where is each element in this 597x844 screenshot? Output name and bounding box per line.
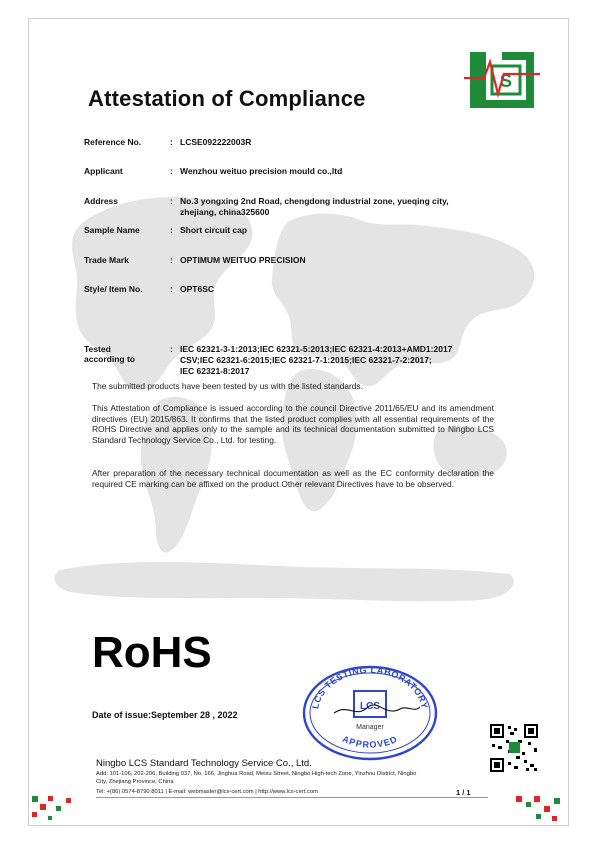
footer-contact: Tel: +(86) 0574-8790 8011 | E-mail: webmaster@lcs-cert.com | http://www.lcs-cert.com	[96, 789, 318, 795]
field-label: Reference No.	[84, 137, 142, 147]
stamp-top-text: LCS TESTING LABORATORY	[310, 664, 430, 710]
field-colon: :	[170, 137, 173, 147]
lcs-logo	[462, 44, 542, 114]
field-colon: :	[170, 284, 173, 294]
corner-decoration-right	[512, 792, 566, 826]
logo-letter-s: S	[499, 71, 513, 91]
footer-company: Ningbo LCS Standard Technology Service Co., Ltd.	[96, 758, 312, 769]
field-colon: :	[170, 225, 173, 235]
field-label: Address	[84, 196, 119, 206]
field-label: Style/ Item No.	[84, 284, 143, 294]
address-line-2: zhejiang, china325600	[180, 207, 270, 217]
footer-address-line-2: City, Zhejiang Province, China	[96, 779, 174, 785]
paragraph-ce-marking: After preparation of the necessary technical documentation as well as the EC conformity declaration the required CE marking can be affixed on the product.Other relevant Directives have to be observed.	[92, 468, 494, 489]
field-colon: :	[170, 344, 173, 354]
footer-divider	[96, 797, 488, 798]
approval-stamp	[300, 661, 440, 761]
tested-standards	[180, 344, 510, 377]
field-colon: :	[170, 196, 173, 206]
field-label: Applicant	[84, 166, 123, 176]
reference-number: LCSE092222003R	[180, 137, 252, 147]
applicant-name: Wenzhou weituo precision mould co.,ltd	[180, 166, 343, 176]
field-label: Sample Name	[84, 225, 140, 235]
qr-code	[488, 722, 540, 774]
stamp-role: Manager	[356, 724, 384, 731]
style-item-value: OPT6SC	[180, 284, 215, 294]
standards-line-3: IEC 62321-8:2017	[180, 366, 250, 376]
field-label: Trade Mark	[84, 255, 129, 265]
rohs-mark: RoHS	[92, 628, 212, 677]
sample-name-value: Short circuit cap	[180, 225, 248, 235]
field-colon: :	[170, 255, 173, 265]
tested-label-line-2: according to	[84, 354, 136, 364]
document-title: Attestation of Compliance	[88, 86, 366, 111]
footer-address-line-1: Add: 101-106, 202-206, Building 037, No. 166, Jinghua Road, Meixu Street, Ningbo High-tech Zone, Yinzhou District, Ningbo	[96, 771, 417, 777]
standards-line-1: IEC 62321-3-1:2013;IEC 62321-5:2013;IEC 62321-4:2013+AMD1:2017	[180, 344, 453, 354]
stamp-bottom-text: APPROVED	[340, 733, 400, 750]
standards-line-2: CSV;IEC 62321-6:2015;IEC 62321-7-1:2015;IEC 62321-7-2:2017;	[180, 355, 432, 365]
page-number: 1 / 1	[456, 788, 471, 797]
svg-text:APPROVED	[341, 734, 399, 750]
field-colon: :	[170, 166, 173, 176]
date-of-issue: Date of issue:September 28 , 2022	[92, 710, 238, 720]
address-value	[180, 196, 510, 218]
trade-mark-value: OPTIMUM WEITUO PRECISION	[180, 255, 306, 265]
paragraph-directive: This Attestation of Compliance is issued according to the council Directive 2011/65/EU and its amendment directives (EU) 2015/863. It confirms that the listed product complies with all essential requirements of the ROHS Directive and applies only to the sample and its technical documentation submitted to Ningbo LCS Standard Technology Service Co., Ltd. for testing.	[92, 403, 494, 445]
stamp-monogram: LCS	[360, 701, 380, 712]
address-line-1: No.3 yongxing 2nd Road, chengdong industrial zone, yueqing city,	[180, 196, 449, 206]
corner-decoration-left	[30, 792, 80, 826]
tested-label-line-1: Tested	[84, 344, 111, 354]
field-label	[84, 344, 174, 364]
paragraph-tested-statement: The submitted products have been tested by us with the listed standards.	[92, 381, 363, 391]
